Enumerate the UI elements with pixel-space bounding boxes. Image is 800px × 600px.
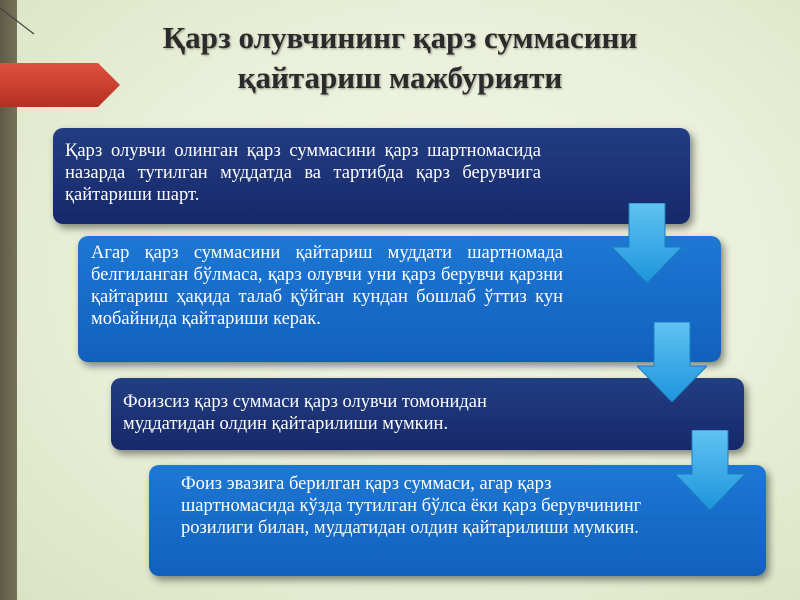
- step-text-1: Қарз олувчи олинган қарз суммасини қарз шартномасида назарда тутилган муддатда ва тартибда қарз берувчига қайтариши шарт.: [65, 141, 541, 205]
- title-line-1: Қарз олувчининг қарз суммасини: [162, 20, 638, 55]
- down-arrow-icon: [675, 430, 745, 510]
- page-title: [120, 18, 680, 98]
- step-text-4: Фоиз эвазига берилган қарз суммаси, агар қарз шартномасида кўзда тутилган бўлса ёки қарз берувчининг розилиги билан, муддатидан олдин қайтарилиши мумкин.: [181, 474, 642, 538]
- red-arrow-decoration: [0, 63, 120, 107]
- step-text-2: Агар қарз суммасини қайтариш муддати шартномада белгиланган бўлмаса, қарз олувчи уни қарз берувчи қарзни қайтариш ҳақида талаб қўйган кундан бошлаб ўттиз кун мобайнида қайтариши керак.: [91, 243, 563, 329]
- step-box-4: [149, 465, 766, 576]
- down-arrow-icon: [612, 203, 682, 283]
- title-line-2: қайтариш мажбурияти: [237, 60, 563, 95]
- down-arrow-icon: [637, 322, 707, 402]
- step-box-1: [53, 128, 690, 224]
- corner-line-decoration: [0, 0, 60, 60]
- step-text-3: Фоизсиз қарз суммаси қарз олувчи томонидан муддатидан олдин қайтарилиши мумкин.: [123, 392, 487, 434]
